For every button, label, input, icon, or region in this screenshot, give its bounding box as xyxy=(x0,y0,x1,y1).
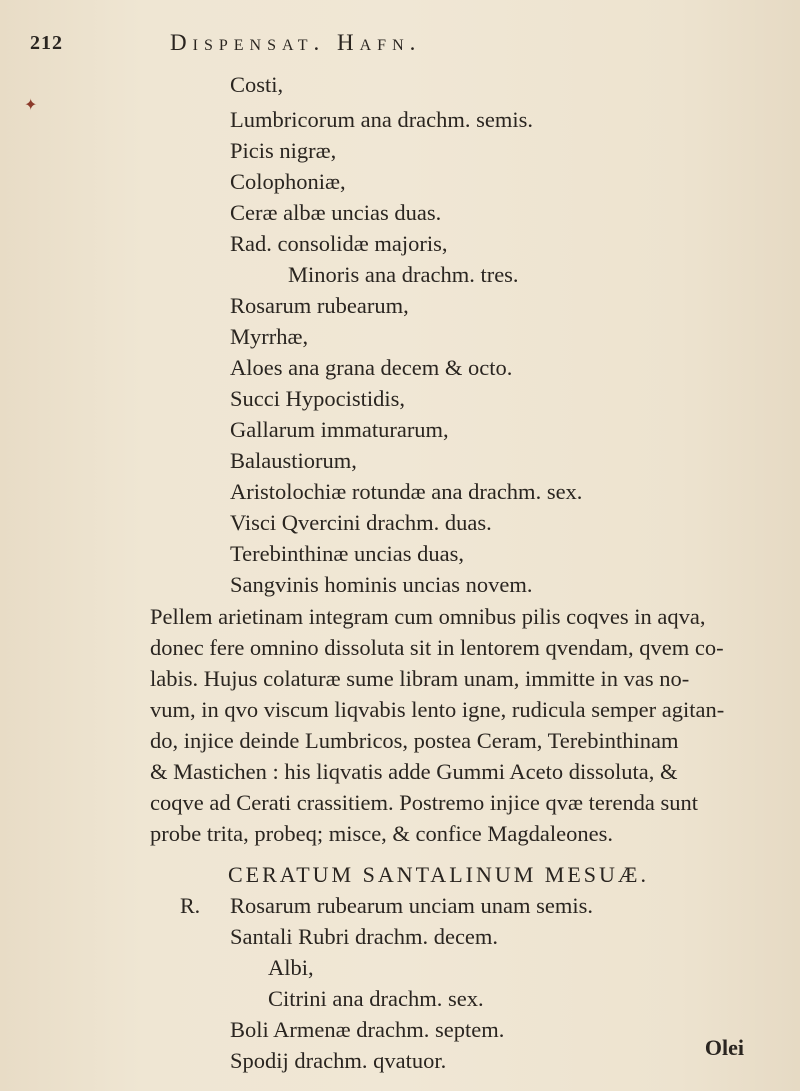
recipe-symbol: R. xyxy=(180,893,201,918)
ingredient-line: Rosarum rubearum unciam unam semis. xyxy=(230,893,594,918)
instruction-line: probe trita, probeq; misce, & confice Magdaleones. xyxy=(150,821,613,846)
ingredient-line: Picis nigræ, xyxy=(230,138,337,163)
ingredient-line: Aloes ana grana decem & octo. xyxy=(230,355,513,380)
instruction-line: vum, in qvo viscum liqvabis lento igne, rudicula semper agitan- xyxy=(150,697,725,722)
ingredient-line: Rad. consolidæ majoris, xyxy=(230,231,448,256)
ingredient-line: Sangvinis hominis uncias novem. xyxy=(230,572,533,597)
ingredient-line: Balaustiorum, xyxy=(230,448,357,473)
ingredient-line: Visci Qvercini drachm. duas. xyxy=(230,510,492,535)
instruction-line: coqve ad Cerati crassitiem. Postremo injice qvæ terenda sunt xyxy=(150,790,698,815)
instruction-line: & Mastichen : his liqvatis adde Gummi Aceto dissoluta, & xyxy=(150,759,678,784)
ingredient-line: Santali Rubri drachm. decem. xyxy=(230,924,499,949)
ingredient-line: Costi, xyxy=(230,72,284,97)
ingredient-line: Boli Armenæ drachm. septem. xyxy=(230,1017,505,1042)
ingredient-line: Minoris ana drachm. tres. xyxy=(288,262,519,287)
ingredient-line: Spodij drachm. qvatuor. xyxy=(230,1048,447,1073)
instruction-line: Pellem arietinam integram cum omnibus pilis coqves in aqva, xyxy=(150,604,706,629)
catchword: Olei xyxy=(704,1035,744,1060)
ornament-icon: ✦ xyxy=(24,97,38,114)
ingredient-line: Gallarum immaturarum, xyxy=(230,417,449,442)
ingredient-line: Rosarum rubearum, xyxy=(230,293,409,318)
running-head: Dispensat. Hafn. xyxy=(170,30,422,55)
ingredient-line: Albi, xyxy=(268,955,314,980)
ingredient-line: Terebinthinæ uncias duas, xyxy=(230,541,464,566)
ingredient-line: Citrini ana drachm. sex. xyxy=(268,986,484,1011)
ingredient-line: Aristolochiæ rotundæ ana drachm. sex. xyxy=(230,479,583,504)
page-header xyxy=(30,30,760,66)
ingredient-line: Colophoniæ, xyxy=(230,169,346,194)
instruction-line: labis. Hujus colaturæ sume libram unam, immitte in vas no- xyxy=(150,666,690,691)
ingredient-line: Lumbricorum ana drachm. semis. xyxy=(230,107,534,132)
instruction-line: do, injice deinde Lumbricos, postea Ceram, Terebinthinam xyxy=(150,728,679,753)
ingredient-line: Ceræ albæ uncias duas. xyxy=(230,200,442,225)
recipe-title: CERATUM SANTALINUM MESUÆ. xyxy=(228,862,649,887)
instruction-line: donec fere omnino dissoluta sit in lentorem qvendam, qvem co- xyxy=(150,635,724,660)
ingredient-line: Succi Hypocistidis, xyxy=(230,386,405,411)
page-number: 212 xyxy=(30,32,63,54)
ingredient-line: Myrrhæ, xyxy=(230,324,309,349)
